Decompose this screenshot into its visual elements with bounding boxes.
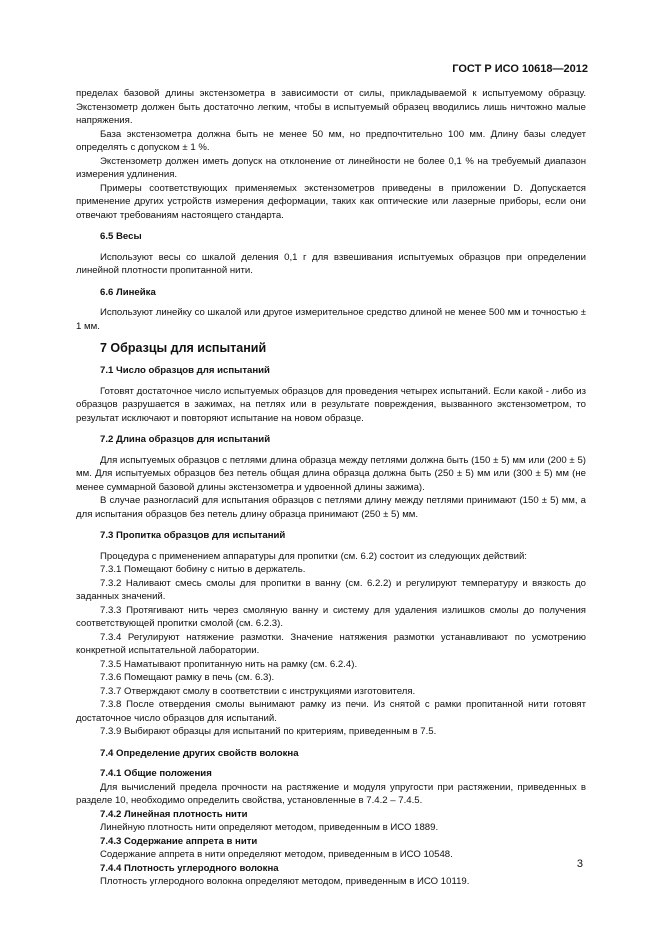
paragraph: База экстензометра должна быть не менее 50 мм, но предпочтительно 100 мм. Длину базы следует определять с допуском ± 1 %. [76,128,586,153]
list-item: 7.3.3 Протягивают нить через смоляную ванну и систему для удаления излишков смолы до получения соответствующей пропитки смолой (см. 6.2.3). [76,604,586,629]
paragraph: В случае разногласий для испытания образцов с петлями длину между петлями принимают (150 ± 5) мм, а для испытания образцов без петель длину образца принимают (250 ± 5) мм. [76,495,586,520]
paragraph: Плотность углеродного волокна определяют методом, приведенным в ИСО 10119. [100,876,470,887]
list-item: 7.3.2 Наливают смесь смолы для пропитки в ванну (см. 6.2.2) и регулируют температуру и вязкость до заданных значений. [76,577,586,602]
page-content [76,87,586,889]
subsection-heading-7-4-4: 7.4.4 Плотность углеродного волокна [100,862,279,874]
section-heading-6-6: 6.6 Линейка [100,286,156,298]
section-heading-6-5: 6.5 Весы [100,231,142,242]
section-heading-7: 7 Образцы для испытаний [100,341,267,355]
paragraph: Для испытуемых образцов с петлями длина образца между петлями должна быть (150 ± 5) мм или (200 ± 5) мм. Для испытуемых образцов без петель общая длина образца должна быть (250 ± 5) мм или (300 ± 5) мм (не менее суммарной базовой длины экстензометра и удвоенной длины зажима). [76,454,586,493]
paragraph: Используют весы со шкалой деления 0,1 г для взвешивания испытуемых образцов при определении линейной плотности пропитанной нити. [76,251,586,276]
subsection-heading-7-4-2: 7.4.2 Линейная плотность нити [100,808,248,820]
section-heading-7-2: 7.2 Длина образцов для испытаний [100,434,271,445]
paragraph: Готовят достаточное число испытуемых образцов для проведения четырех испытаний. Если какой - либо из образцов разрушается в зажимах, на петлях или в результате повреждения, вызванного экстензометром, то результат исключают и повторяют испытание на новом образце. [76,385,586,424]
list-item: 7.3.5 Наматывают пропитанную нить на рамку (см. 6.2.4). [100,658,358,670]
list-item: 7.3.4 Регулируют натяжение размотки. Значение натяжения размотки устанавливают по усмотрению конкретной испытательной лаборатории. [76,631,586,656]
paragraph: Линейную плотность нити определяют методом, приведенным в ИСО 1889. [100,822,439,833]
paragraph: Содержание аппрета в нити определяют методом, приведенным в ИСО 10548. [100,849,453,860]
list-item: 7.3.7 Отверждают смолу в соответствии с инструкциями изготовителя. [100,685,416,697]
paragraph: Для вычислений предела прочности на растяжение и модуля упругости при растяжении, приведенных в разделе 10, необходимо определить свойства, установленные в 7.4.2 – 7.4.5. [76,781,586,806]
list-item: 7.3.8 После отвердения смолы вынимают рамку из печи. Из снятой с рамки пропитанной нити готовят достаточное число образцов для испытаний. [76,699,586,724]
list-item: 7.3.6 Помещают рамку в печь (см. 6.3). [100,672,275,683]
section-heading-7-4: 7.4 Определение других свойств волокна [100,747,299,759]
subsection-heading-7-4-3: 7.4.3 Содержание аппрета в нити [100,835,258,847]
standard-header: ГОСТ Р ИСО 10618—2012 [452,63,588,75]
section-heading-7-1: 7.1 Число образцов для испытаний [100,365,270,376]
page-number: 3 [576,858,583,870]
paragraph: Экстензометр должен иметь допуск на отклонение от линейности не более 0,1 % на требуемый диапазон измерения удлинения. [76,155,586,180]
paragraph: Примеры соответствующих применяемых экстензометров приведены в приложении D. Допускается применение других устройств измерения деформации, таких как оптические или лазерные приборы, если они отвечают требованиям настоящего стандарта. [76,182,586,221]
list-item: 7.3.1 Помещают бобину с нитью в держатель. [100,564,306,575]
list-item: 7.3.9 Выбирают образцы для испытаний по критериям, приведенным в 7.5. [100,726,437,737]
paragraph: Процедура с применением аппаратуры для пропитки (см. 6.2) состоит из следующих действий: [100,550,527,562]
paragraph: пределах базовой длины экстензометра в зависимости от силы, прикладываемой к испытуемому образцу. Экстензометр должен быть достаточно легким, чтобы в испытуемый образец вводились лишь ничтожно малые напряжения. [76,88,586,126]
section-heading-7-3: 7.3 Пропитка образцов для испытаний [100,530,286,541]
paragraph: Используют линейку со шкалой или другое измерительное средство длиной не менее 500 мм и точностью ± 1 мм. [76,307,586,332]
subsection-heading-7-4-1: 7.4.1 Общие положения [100,768,212,779]
